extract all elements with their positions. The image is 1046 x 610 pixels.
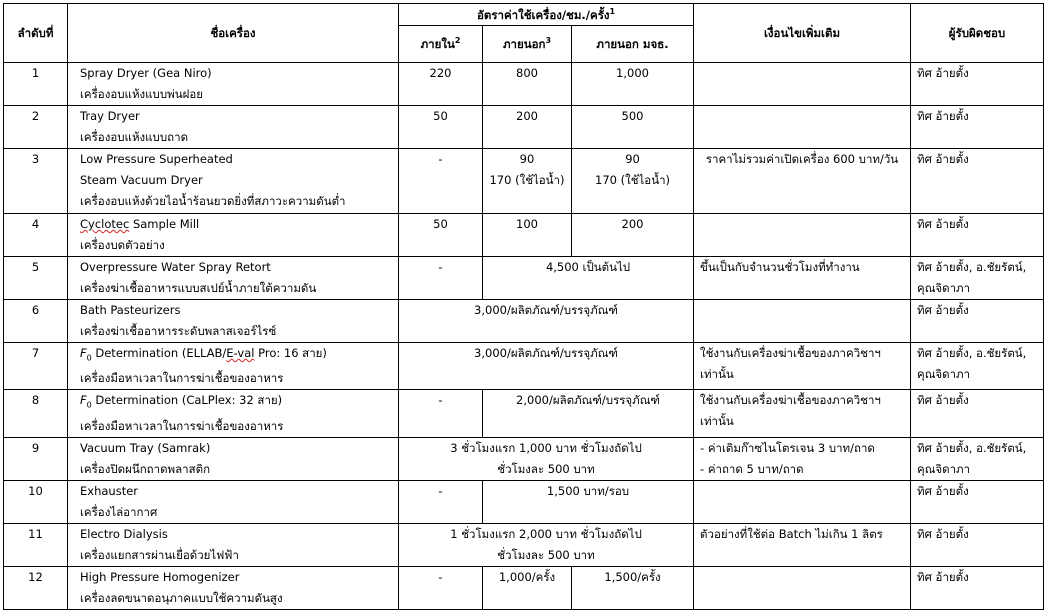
row-number: 12: [4, 566, 68, 609]
row-number: 11: [4, 523, 68, 566]
responsible: ทิศ อ้ายตั้ง: [911, 300, 1044, 343]
condition: [694, 566, 911, 609]
responsible: ทิศ อ้ายตั้ง: [911, 523, 1044, 566]
table-row: [4, 523, 1044, 566]
rate-internal: -: [399, 257, 483, 300]
rate-external-merged: 4,500 เป็นต้นไป: [483, 257, 694, 300]
table-row: [4, 106, 1044, 149]
machine-name: Low Pressure Superheated Steam Vacuum Dryer เครื่องอบแห้งด้วยไอน้ำร้อนยวดยิ่งที่สภาวะความดันต่ำ: [68, 149, 399, 214]
condition: ตัวอย่างที่ใช้ต่อ Batch ไม่เกิน 1 ลิตร: [694, 523, 911, 566]
responsible: ทิศ อ้ายตั้ง, อ.ชัยรัตน์, คุณจิดาภา: [911, 343, 1044, 390]
rate-external-ku: 1,000: [572, 63, 694, 106]
row-number: 4: [4, 214, 68, 257]
responsible: ทิศ อ้ายตั้ง: [911, 390, 1044, 437]
header-external-ku: ภายนอก มจธ.: [572, 26, 694, 63]
table-row: [4, 390, 1044, 437]
table-row: [4, 566, 1044, 609]
header-external: ภายนอก$^3$: [483, 26, 572, 63]
condition: [694, 63, 911, 106]
machine-name: Tray Dryer เครื่องอบแห้งแบบถาด: [68, 106, 399, 149]
rate-merged: 1 ชั่วโมงแรก 2,000 บาท ชั่วโมงถัดไป ชั่วโมงละ 500 บาท: [399, 523, 694, 566]
responsible: ทิศ อ้ายตั้ง: [911, 566, 1044, 609]
rate-internal: 220: [399, 63, 483, 106]
machine-name: $F_0$ Determination (ELLAB/E-val Pro: 16 สาย) เครื่องมือหาเวลาในการฆ่าเชื้อของอาหาร: [68, 343, 399, 390]
machine-name: Vacuum Tray (Samrak) เครื่องปิดผนึกถาดพลาสติก: [68, 437, 399, 480]
rate-external-ku: 200: [572, 214, 694, 257]
machine-name: Spray Dryer (Gea Niro) เครื่องอบแห้งแบบพ่นฝอย: [68, 63, 399, 106]
table-row: [4, 480, 1044, 523]
rate-merged: 3,000/ผลิตภัณฑ์/บรรจุภัณฑ์: [399, 300, 694, 343]
table-row: [4, 257, 1044, 300]
rate-external: 200: [483, 106, 572, 149]
rate-merged: 3,000/ผลิตภัณฑ์/บรรจุภัณฑ์: [399, 343, 694, 390]
table-row: [4, 437, 1044, 480]
table-body: [4, 63, 1044, 610]
row-number: 2: [4, 106, 68, 149]
machine-name: Overpressure Water Spray Retort เครื่องฆ่าเชื้ออาหารแบบสเปย์น้ำภายใต้ความดัน: [68, 257, 399, 300]
table-row: [4, 214, 1044, 257]
rate-external-merged: 2,000/ผลิตภัณฑ์/บรรจุภัณฑ์: [483, 390, 694, 437]
condition: [694, 300, 911, 343]
row-number: 8: [4, 390, 68, 437]
rate-external-merged: 1,500 บาท/รอบ: [483, 480, 694, 523]
machine-name: High Pressure Homogenizer เครื่องลดขนาดอนุภาคแบบใช้ความดันสูง: [68, 566, 399, 609]
condition: [694, 480, 911, 523]
equipment-rate-table: [3, 3, 1044, 610]
rate-external-ku: 1,500/ครั้ง: [572, 566, 694, 609]
machine-name: $F_0$ Determination (CaLPlex: 32 สาย) เครื่องมือหาเวลาในการฆ่าเชื้อของอาหาร: [68, 390, 399, 437]
row-number: 7: [4, 343, 68, 390]
responsible: ทิศ อ้ายตั้ง: [911, 480, 1044, 523]
table-row: [4, 149, 1044, 214]
rate-external-ku: 90 170 (ใช้ไอน้ำ): [572, 149, 694, 214]
rate-internal: 50: [399, 106, 483, 149]
row-number: 6: [4, 300, 68, 343]
responsible: ทิศ อ้ายตั้ง: [911, 106, 1044, 149]
row-number: 3: [4, 149, 68, 214]
rate-internal: -: [399, 566, 483, 609]
row-number: 5: [4, 257, 68, 300]
header-internal: ภายใน$^2$: [399, 26, 483, 63]
condition: ราคาไม่รวมค่าเปิดเครื่อง 600 บาท/วัน: [694, 149, 911, 214]
condition: ใช้งานกับเครื่องฆ่าเชื้อของภาควิชาฯ เท่านั้น: [694, 390, 911, 437]
header-responsible: ผู้รับผิดชอบ: [911, 4, 1044, 63]
table-row: [4, 343, 1044, 390]
responsible: ทิศ อ้ายตั้ง: [911, 149, 1044, 214]
rate-external: 90 170 (ใช้ไอน้ำ): [483, 149, 572, 214]
table-row: [4, 300, 1044, 343]
responsible: ทิศ อ้ายตั้ง, อ.ชัยรัตน์, คุณจิดาภา: [911, 257, 1044, 300]
table-row: [4, 63, 1044, 106]
responsible: ทิศ อ้ายตั้ง: [911, 214, 1044, 257]
header-rate-group: อัตราค่าใช้เครื่อง/ชม./ครั้ง$^1$: [399, 4, 694, 26]
row-number: 10: [4, 480, 68, 523]
header-name: ชื่อเครื่อง: [68, 4, 399, 63]
rate-internal: 50: [399, 214, 483, 257]
condition: ใช้งานกับเครื่องฆ่าเชื้อของภาควิชาฯ เท่านั้น: [694, 343, 911, 390]
rate-internal: -: [399, 480, 483, 523]
condition: [694, 214, 911, 257]
rate-external: 100: [483, 214, 572, 257]
header-no: ลำดับที่: [4, 4, 68, 63]
machine-name: Cyclotec Sample Mill เครื่องบดตัวอย่าง: [68, 214, 399, 257]
machine-name: Bath Pasteurizers เครื่องฆ่าเชื้ออาหารระดับพลาสเจอร์ไรซ์: [68, 300, 399, 343]
rate-external: 1,000/ครั้ง: [483, 566, 572, 609]
row-number: 1: [4, 63, 68, 106]
condition: ขึ้นเป็นกับจำนวนชั่วโมงที่ทำงาน: [694, 257, 911, 300]
rate-internal: -: [399, 149, 483, 214]
header-condition: เงื่อนไขเพิ่มเติม: [694, 4, 911, 63]
rate-external-ku: 500: [572, 106, 694, 149]
rate-merged: 3 ชั่วโมงแรก 1,000 บาท ชั่วโมงถัดไป ชั่วโมงละ 500 บาท: [399, 437, 694, 480]
machine-name: Exhauster เครื่องไล่อากาศ: [68, 480, 399, 523]
condition: - ค่าเติมก๊าซไนโตรเจน 3 บาท/ถาด - ค่าถาด 5 บาท/ถาด: [694, 437, 911, 480]
responsible: ทิศ อ้ายตั้ง: [911, 63, 1044, 106]
rate-external: 800: [483, 63, 572, 106]
row-number: 9: [4, 437, 68, 480]
rate-internal: -: [399, 390, 483, 437]
responsible: ทิศ อ้ายตั้ง, อ.ชัยรัตน์, คุณจิดาภา: [911, 437, 1044, 480]
condition: [694, 106, 911, 149]
machine-name: Electro Dialysis เครื่องแยกสารผ่านเยื่อด้วยไฟฟ้า: [68, 523, 399, 566]
